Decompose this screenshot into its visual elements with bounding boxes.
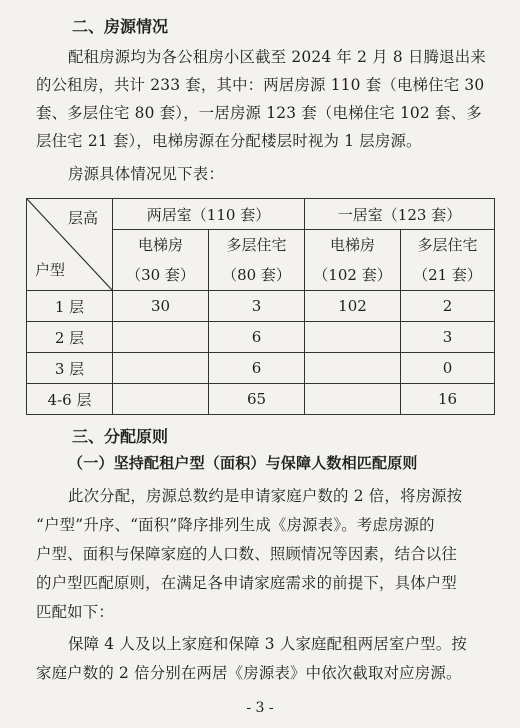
table-cell: 2 xyxy=(401,291,495,322)
paragraph-line: 层住宅 21 套），电梯房源在分配楼层时视为 1 层房源。 xyxy=(36,132,422,150)
paragraph-line: 的户型匹配原则，在满足各申请家庭需求的前提下，具体户型 xyxy=(36,574,457,592)
subsection-heading: （一）坚持配租户型（面积）与保障人数相匹配原则 xyxy=(68,454,418,472)
paragraph-line: 此次分配，房源总数约是申请家庭户数的 2 倍，将房源按 xyxy=(68,487,463,505)
table-cell: 0 xyxy=(401,353,495,384)
paragraph-line: 家庭户数的 2 倍分别在两居《房源表》中依次截取对应房源。 xyxy=(36,664,462,682)
table-cell: 3 xyxy=(209,291,305,322)
sub-header-cell: 电梯房 （102 套） xyxy=(305,230,401,291)
row-floor-label: 3 层 xyxy=(27,353,113,384)
corner-label-floor: 层高 xyxy=(67,209,98,227)
table-row xyxy=(27,353,495,384)
table-row xyxy=(27,384,495,415)
sub-header-cell: 多层住宅 （21 套） xyxy=(401,230,495,291)
paragraph-line: 匹配如下： xyxy=(36,603,114,621)
table-cell xyxy=(113,384,209,415)
housing-table xyxy=(26,198,495,415)
table-cell xyxy=(113,322,209,353)
table-cell xyxy=(305,384,401,415)
table-cell xyxy=(305,322,401,353)
section-heading-housing: 二、房源情况 xyxy=(72,17,169,36)
paragraph-line: 配租房源均为各公租房小区截至 2024 年 2 月 8 日腾退出来 xyxy=(68,48,486,66)
paragraph-line: “户型”升序、“面积”降序排列生成《房源表》。考虑房源的 xyxy=(36,516,435,534)
table-cell: 3 xyxy=(401,322,495,353)
table-cell: 65 xyxy=(209,384,305,415)
table-cell xyxy=(113,353,209,384)
paragraph-line: 房源具体情况见下表： xyxy=(68,165,224,183)
row-floor-label: 1 层 xyxy=(27,291,113,322)
table-cell: 102 xyxy=(305,291,401,322)
row-floor-label: 4-6 层 xyxy=(27,384,113,415)
sub-header-cell: 电梯房 （30 套） xyxy=(113,230,209,291)
table-cell: 16 xyxy=(401,384,495,415)
section-heading-principles: 三、分配原则 xyxy=(72,427,169,446)
page-number: - 3 - xyxy=(246,700,274,716)
group-header-one-bedroom: 一居室（123 套） xyxy=(305,199,495,230)
table-cell: 6 xyxy=(209,353,305,384)
paragraph-line: 套、多层住宅 80 套），一居房源 123 套（电梯住宅 102 套、多 xyxy=(36,104,482,122)
table-corner-cell xyxy=(27,199,113,291)
table-row xyxy=(27,322,495,353)
paragraph-line: 保障 4 人及以上家庭和保障 3 人家庭配租两居室户型。按 xyxy=(68,635,467,653)
group-header-two-bedroom: 两居室（110 套） xyxy=(113,199,305,230)
table-cell: 30 xyxy=(113,291,209,322)
corner-label-type: 户型 xyxy=(35,261,66,279)
table-cell: 6 xyxy=(209,322,305,353)
row-floor-label: 2 层 xyxy=(27,322,113,353)
table-row xyxy=(27,291,495,322)
table-cell xyxy=(305,353,401,384)
sub-header-cell: 多层住宅 （80 套） xyxy=(209,230,305,291)
paragraph-line: 的公租房，共计 233 套，其中：两居房源 110 套（电梯住宅 30 xyxy=(36,76,485,94)
paragraph-line: 户型、面积与保障家庭的人口数、照顾情况等因素，结合以往 xyxy=(36,545,457,563)
